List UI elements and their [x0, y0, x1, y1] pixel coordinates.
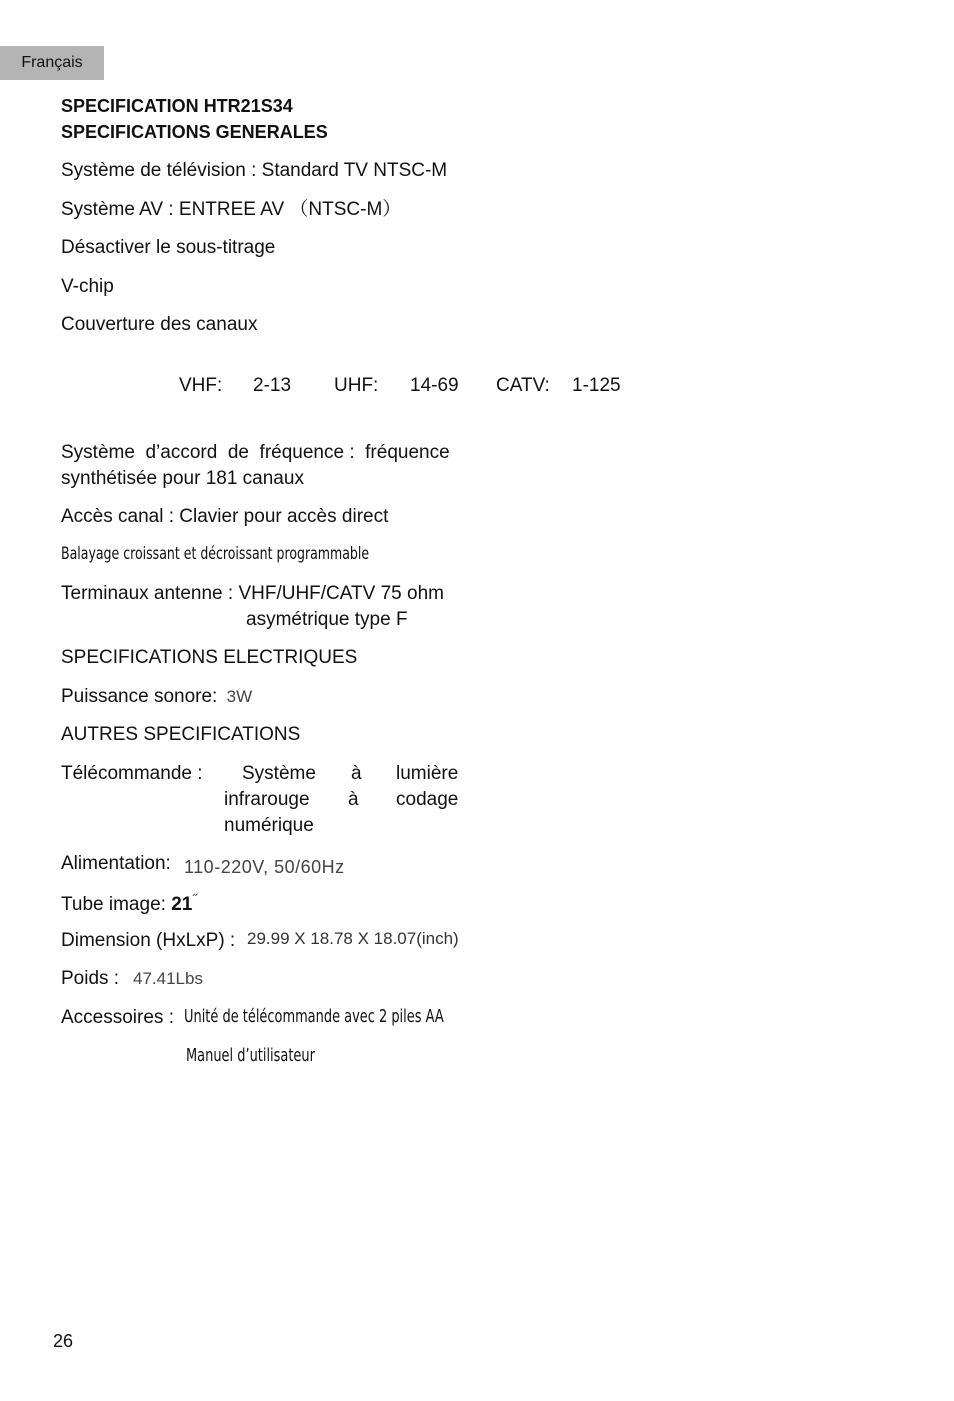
remote-label: Télécommande :: [61, 763, 203, 784]
tuning-system-line1: Système d’accord de fréquence : fréquence: [61, 442, 450, 463]
spec-title: [61, 97, 293, 115]
language-tab: Français: [0, 46, 104, 80]
band-uhf-label: UHF:: [334, 375, 379, 396]
accessory-remote: Unité de télécommande avec 2 piles AA: [184, 1006, 444, 1027]
dimension-value: 29.99 X 18.78 X 18.07(inch): [247, 929, 459, 948]
power-supply-label: Alimentation:: [61, 853, 171, 874]
vchip: V-chip: [61, 276, 114, 297]
audio-power: [61, 687, 252, 706]
accessories-label: Accessoires :: [61, 1007, 174, 1028]
audio-power-label: Puissance sonore:: [61, 686, 218, 707]
other-specs-heading: AUTRES SPECIFICATIONS: [61, 724, 301, 745]
av-system: Système AV : ENTREE AV （NTSC-M）: [61, 199, 402, 220]
dimension-label: Dimension (HxLxP) :: [61, 930, 236, 951]
band-catv-label: CATV:: [496, 375, 550, 396]
antenna-line1: Terminaux antenne : VHF/UHF/CATV 75 ohm: [61, 583, 444, 604]
band-vhf-range: 2-13: [253, 375, 292, 396]
remote-line3: numérique: [224, 815, 314, 836]
channel-coverage: Couverture des canaux: [61, 314, 258, 335]
channel-access: Accès canal : Clavier pour accès direct: [61, 506, 389, 527]
band-catv-range: 1-125: [572, 375, 621, 396]
page-number: 26: [53, 1331, 74, 1351]
band-uhf-range: 14-69: [410, 375, 459, 396]
tv-system: Système de télévision : Standard TV NTSC-M: [61, 160, 448, 181]
tuning-system-line2: synthétisée pour 181 canaux: [61, 468, 304, 489]
picture-tube-label: Tube image:: [61, 894, 166, 915]
remote-line1-word2: à: [351, 763, 362, 784]
weight-value: 47.41Lbs: [133, 969, 203, 988]
remote-line2-word3: codage: [396, 789, 459, 810]
inch-mark: ˝: [192, 891, 198, 907]
remote-line1-word3: lumière: [396, 763, 459, 784]
spec-title-prefix: SPECIFICATION: [61, 96, 199, 116]
remote-line2-word1: infrarouge: [224, 789, 310, 810]
accessory-manual: Manuel d’utilisateur: [186, 1045, 315, 1066]
band-vhf-label: VHF:: [179, 375, 223, 396]
remote-line1-word1: Système: [242, 763, 316, 784]
weight-label: Poids :: [61, 968, 120, 989]
electrical-specs-heading: SPECIFICATIONS ELECTRIQUES: [61, 647, 358, 668]
picture-tube-value: 21: [171, 894, 193, 915]
caption-off: Désactiver le sous-titrage: [61, 237, 276, 258]
scan-feature: Balayage croissant et décroissant programmable: [61, 544, 370, 564]
general-specs-heading: SPECIFICATIONS GENERALES: [61, 122, 328, 142]
audio-power-value: 3W: [226, 687, 253, 706]
antenna-line2: asymétrique type F: [246, 609, 408, 630]
model-number: HTR21S34: [203, 96, 293, 116]
power-supply-value: 110-220V, 50/60Hz: [184, 857, 345, 877]
channel-ranges: [0, 376, 954, 400]
picture-tube: [61, 892, 197, 914]
remote-line2-word2: à: [348, 789, 359, 810]
